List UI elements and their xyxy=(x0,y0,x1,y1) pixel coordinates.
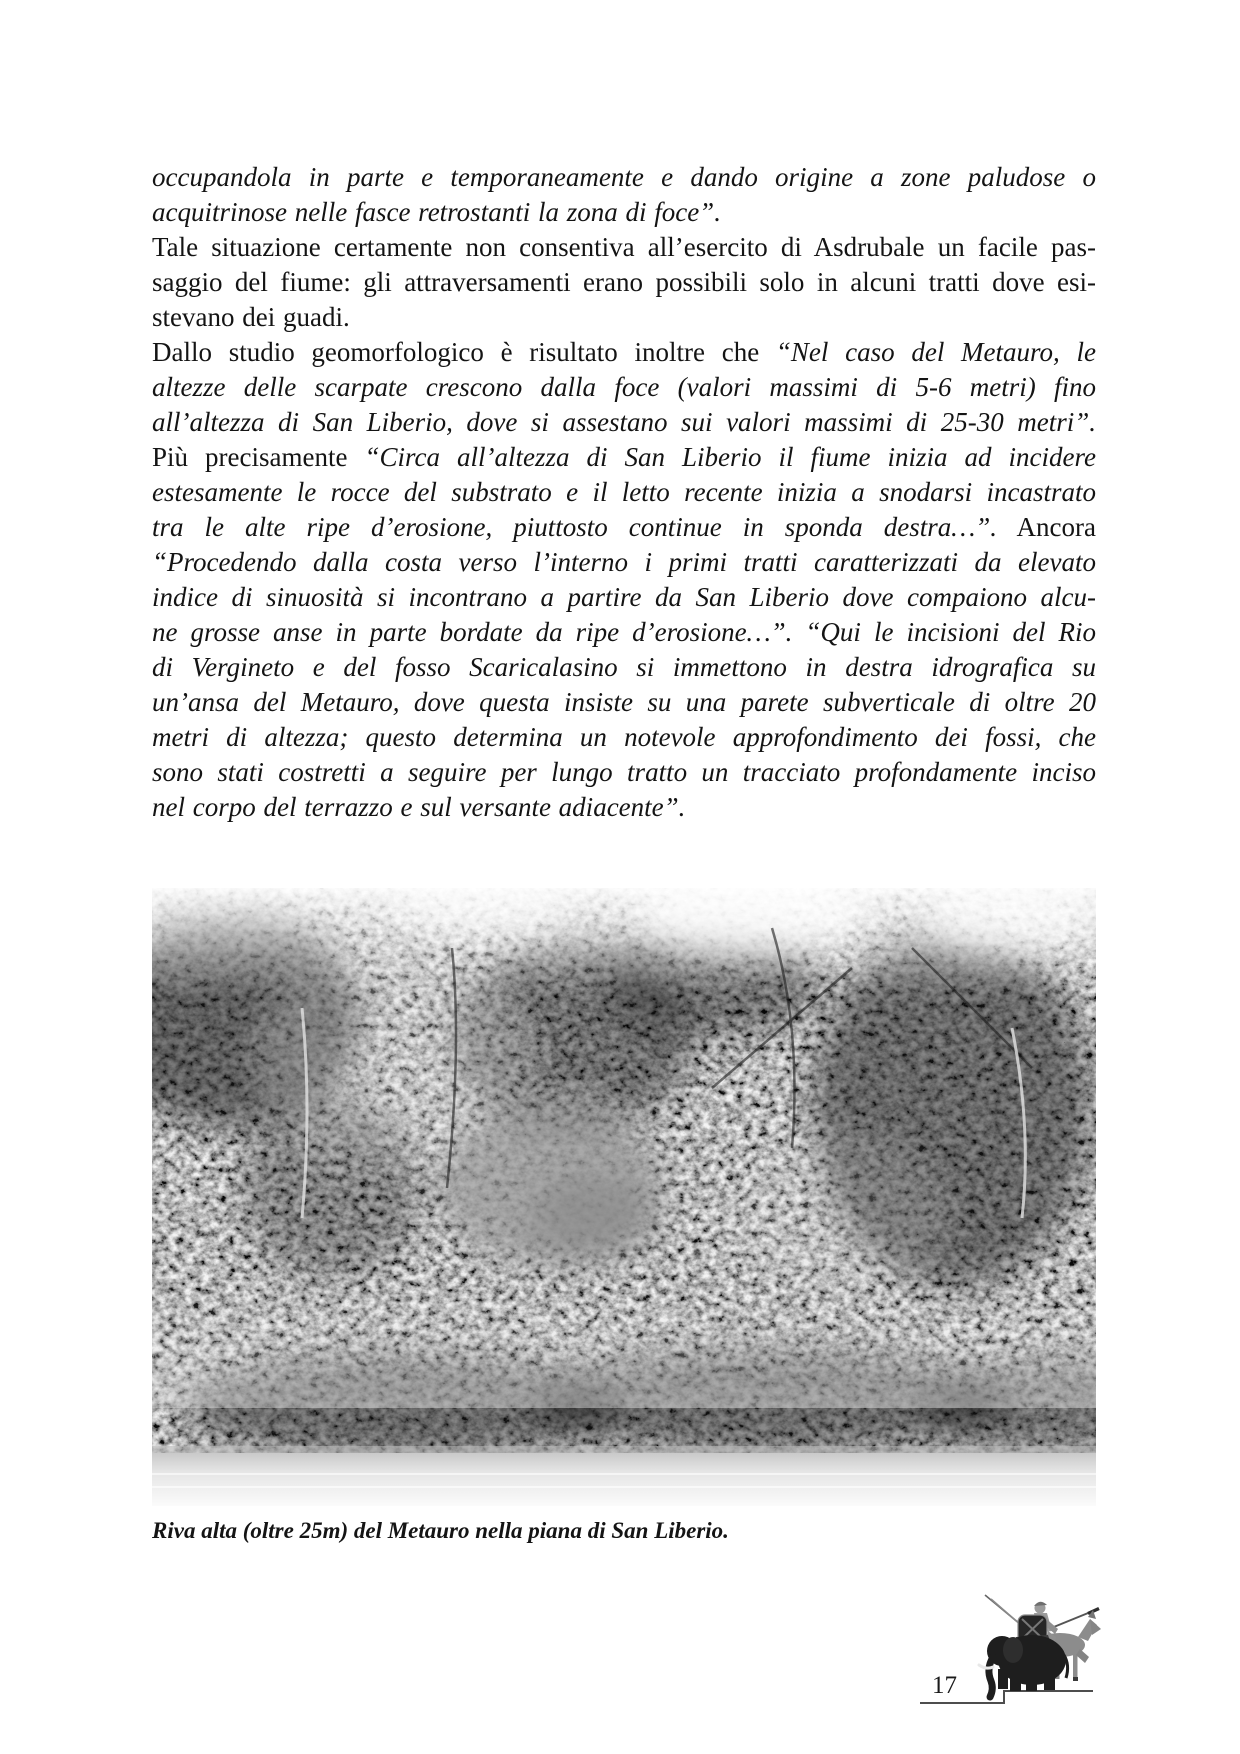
riverbank-photo-art xyxy=(152,888,1096,1506)
body-run: “Circa all’altezza di San Liberio il fiume inizia ad incidere xyxy=(364,442,1096,472)
body-line xyxy=(152,335,1096,370)
elephant xyxy=(979,1635,1068,1697)
body-run: indice di sinuosità si incontrano a partire da San Liberio dove compaiono alcu- xyxy=(152,582,1096,612)
body-line xyxy=(152,755,1096,790)
body-text xyxy=(152,160,1096,825)
body-line xyxy=(152,510,1096,545)
body-run: metri di altezza; questo determina un notevole approfondimento dei fossi, che xyxy=(152,722,1096,752)
body-line xyxy=(152,370,1096,405)
body-run: stevano dei guadi. xyxy=(152,302,350,332)
body-run: altezze delle scarpate crescono dalla foce (valori massimi di 5-6 metri) fino xyxy=(152,372,1096,402)
body-line xyxy=(152,440,1096,475)
war-elephant-logo xyxy=(960,1585,1110,1707)
body-run: sono stati costretti a seguire per lungo tratto un tracciato profondamente inciso xyxy=(152,757,1096,787)
body-run: Dallo studio geomorfologico è risultato inoltre che xyxy=(152,337,776,367)
body-line xyxy=(152,230,1096,265)
body-line xyxy=(152,685,1096,720)
body-line xyxy=(152,790,1096,825)
war-elephant-logo-art xyxy=(960,1585,1110,1707)
body-line xyxy=(152,475,1096,510)
body-run: ne grosse anse in parte bordate da ripe d’erosione…”. “Qui le incisioni del Rio xyxy=(152,617,1096,647)
body-run: saggio del fiume: gli attraversamenti erano possibili solo in alcuni tratti dove esi- xyxy=(152,267,1096,297)
body-run: occupandola in parte e temporaneamente e dando origine a zone paludose o xyxy=(152,162,1096,192)
body-run: estesamente le rocce del substrato e il letto recente inizia a snodarsi incastrato xyxy=(152,477,1096,507)
body-line xyxy=(152,545,1096,580)
body-run: di Vergineto e del fosso Scaricalasino si immettono in destra idrografica su xyxy=(152,652,1096,682)
body-line xyxy=(152,405,1096,440)
body-run: Ancora xyxy=(997,512,1096,542)
body-run: nel corpo del terrazzo e sul versante adiacente”. xyxy=(152,792,686,822)
photo-caption: Riva alta (oltre 25m) del Metauro nella piana di San Liberio. xyxy=(152,1518,729,1543)
body-run: acquitrinose nelle fasce retrostanti la zona di foce”. xyxy=(152,197,721,227)
body-run: Più precisamente xyxy=(152,442,365,472)
bush-band xyxy=(152,1288,1096,1408)
body-run: “Procedendo dalla costa verso l’interno i primi tratti caratterizzati da elevato xyxy=(152,547,1096,577)
water xyxy=(152,1446,1096,1506)
body-run: all’altezza di San Liberio, dove si assestano sui valori massimi di 25-30 metri”. xyxy=(152,407,1096,437)
body-run: tra le alte ripe d’erosione, piuttosto continue in sponda destra…”. xyxy=(152,512,998,542)
body-line xyxy=(152,615,1096,650)
body-run: un’ansa del Metauro, dove questa insiste su una parete subverticale di oltre 20 xyxy=(152,687,1096,717)
sky xyxy=(152,888,1096,998)
body-line xyxy=(152,195,1096,230)
body-run: “Nel caso del Metauro, le xyxy=(775,337,1096,367)
page-number: 17 xyxy=(932,1672,957,1699)
body-line xyxy=(152,650,1096,685)
body-line xyxy=(152,265,1096,300)
body-line xyxy=(152,720,1096,755)
body-line xyxy=(152,160,1096,195)
riverbank-photo xyxy=(152,888,1096,1506)
body-line xyxy=(152,300,1096,335)
body-run: Tale situazione certamente non consentiva all’esercito di Asdrubale un facile pas- xyxy=(152,232,1096,262)
body-line xyxy=(152,580,1096,615)
